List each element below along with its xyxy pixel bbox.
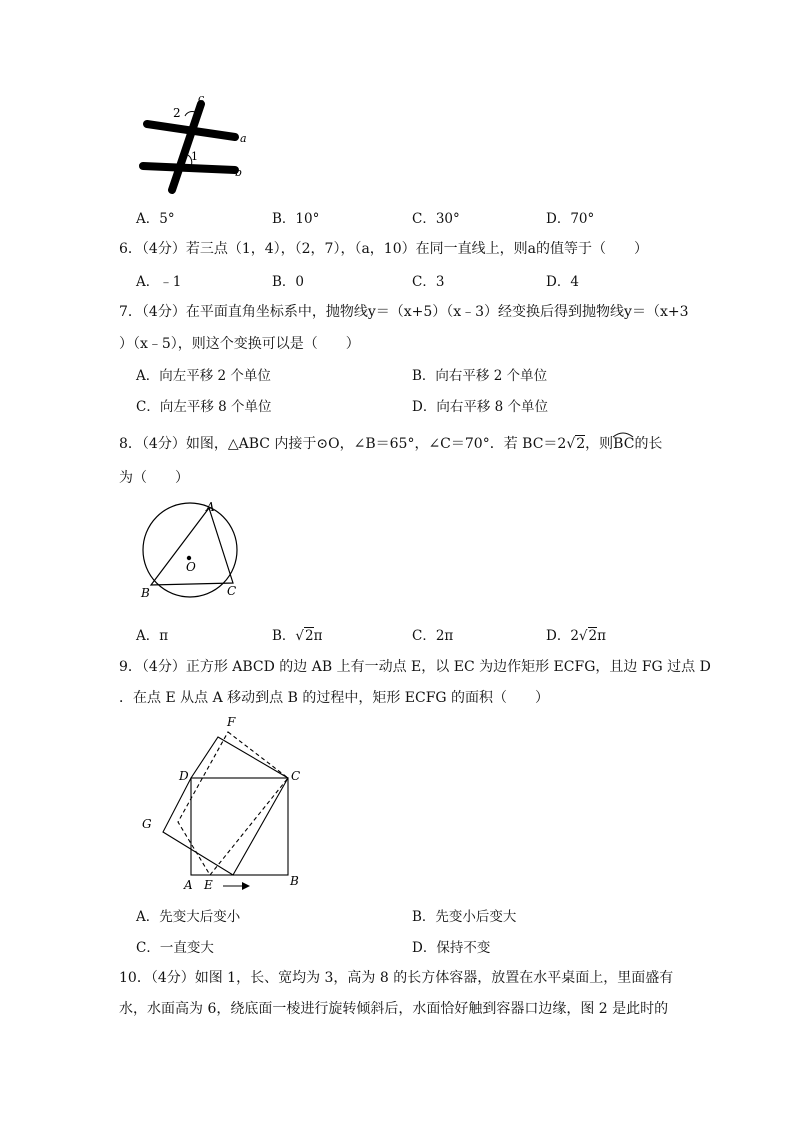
q9-option-a: A．先变大后变小 bbox=[136, 909, 241, 925]
q8-stem-text: 8．（4分）如图，△ABC 内接于⊙O，∠B＝65°，∠C＝70°．若 BC＝2 bbox=[119, 436, 567, 452]
q5-option-c: C．30° bbox=[412, 211, 460, 227]
q5-option-d: D．70° bbox=[546, 211, 595, 227]
q10-stem-line1: 10．（4分）如图 1，长、宽均为 3，高为 8 的长方体容器，放置在水平桌面上，里面盛有 bbox=[119, 970, 674, 986]
label-b: b bbox=[235, 166, 243, 179]
label-c: c bbox=[198, 92, 205, 105]
sqrt-symbol: √2 bbox=[566, 436, 586, 452]
label-A: A bbox=[184, 878, 193, 892]
label-2: 2 bbox=[173, 106, 181, 120]
label-B: B bbox=[290, 874, 299, 888]
label-O: O bbox=[186, 560, 196, 574]
q7-stem-line1: 7．（4分）在平面直角坐标系中，抛物线y＝（x+5）（x﹣3）经变换后得到抛物线y＝（x+3 bbox=[119, 304, 689, 320]
q7-option-a: A．向左平移 2 个单位 bbox=[136, 368, 271, 384]
q9-stem-line1: 9．（4分）正方形 ABCD 的边 AB 上有一动点 E，以 EC 为边作矩形 ECFG，且边 FG 过点 D bbox=[119, 659, 711, 675]
q9-option-d: D．保持不变 bbox=[412, 940, 491, 956]
q10-stem-line2: 水，水面高为 6，绕底面一棱进行旋转倾斜后，水面恰好触到容器口边缘，图 2 是此时的 bbox=[119, 1001, 669, 1017]
q8-stem-text-3: 的长 bbox=[634, 436, 663, 452]
label-F: F bbox=[227, 715, 236, 729]
q6-option-d: D．4 bbox=[546, 274, 579, 290]
q8-option-c: C．2π bbox=[412, 628, 454, 644]
label-C: C bbox=[227, 584, 237, 598]
arrow-head bbox=[242, 882, 250, 890]
rectangle-solid bbox=[163, 737, 288, 875]
label-G: G bbox=[142, 817, 152, 831]
q5-option-a: A．5° bbox=[136, 211, 175, 227]
parallel-lines-figure bbox=[135, 90, 255, 200]
label-E: E bbox=[204, 878, 213, 892]
q7-option-c: C．向左平移 8 个单位 bbox=[136, 399, 272, 415]
line-b bbox=[143, 166, 235, 170]
q8-option-b: B．√2π bbox=[272, 628, 323, 644]
square-abcd bbox=[191, 778, 288, 875]
q5-option-b: B．10° bbox=[272, 211, 320, 227]
q9-option-b: B．先变小后变大 bbox=[412, 909, 517, 925]
label-A: A bbox=[206, 500, 215, 514]
q6-option-c: C．3 bbox=[412, 274, 445, 290]
q6-option-a: A．﹣1 bbox=[136, 274, 182, 290]
label-B: B bbox=[141, 586, 150, 600]
q6-stem: 6．（4分）若三点（1，4），（2，7），（a，10）在同一直线上，则a的值等于（ ） bbox=[119, 241, 648, 257]
arc-bc: BC bbox=[613, 436, 634, 452]
q7-option-b: B．向右平移 2 个单位 bbox=[412, 368, 548, 384]
q8-stem-text-2: ，则 bbox=[585, 436, 614, 452]
circle-triangle-figure bbox=[133, 496, 253, 606]
label-C: C bbox=[291, 769, 301, 783]
label-a: a bbox=[240, 132, 247, 145]
label-1: 1 bbox=[191, 150, 198, 163]
q9-option-c: C．一直变大 bbox=[136, 940, 214, 956]
q8-option-a: A．π bbox=[136, 628, 169, 644]
rectangle-dashed bbox=[178, 732, 288, 875]
q7-stem-line2: ）（x﹣5），则这个变换可以是（ ） bbox=[119, 336, 360, 352]
square-rectangle-figure bbox=[138, 712, 308, 894]
q7-option-d: D．向右平移 8 个单位 bbox=[412, 399, 548, 415]
q6-option-b: B．0 bbox=[272, 274, 305, 290]
q9-stem-line2: ．在点 E 从点 A 移动到点 B 的过程中，矩形 ECFG 的面积（ ） bbox=[119, 690, 550, 706]
q8-option-d: D．2√2π bbox=[546, 628, 606, 644]
q8-stem-line1 bbox=[119, 433, 662, 453]
label-D: D bbox=[179, 769, 189, 783]
q8-stem-line2: 为（ ） bbox=[119, 470, 189, 486]
